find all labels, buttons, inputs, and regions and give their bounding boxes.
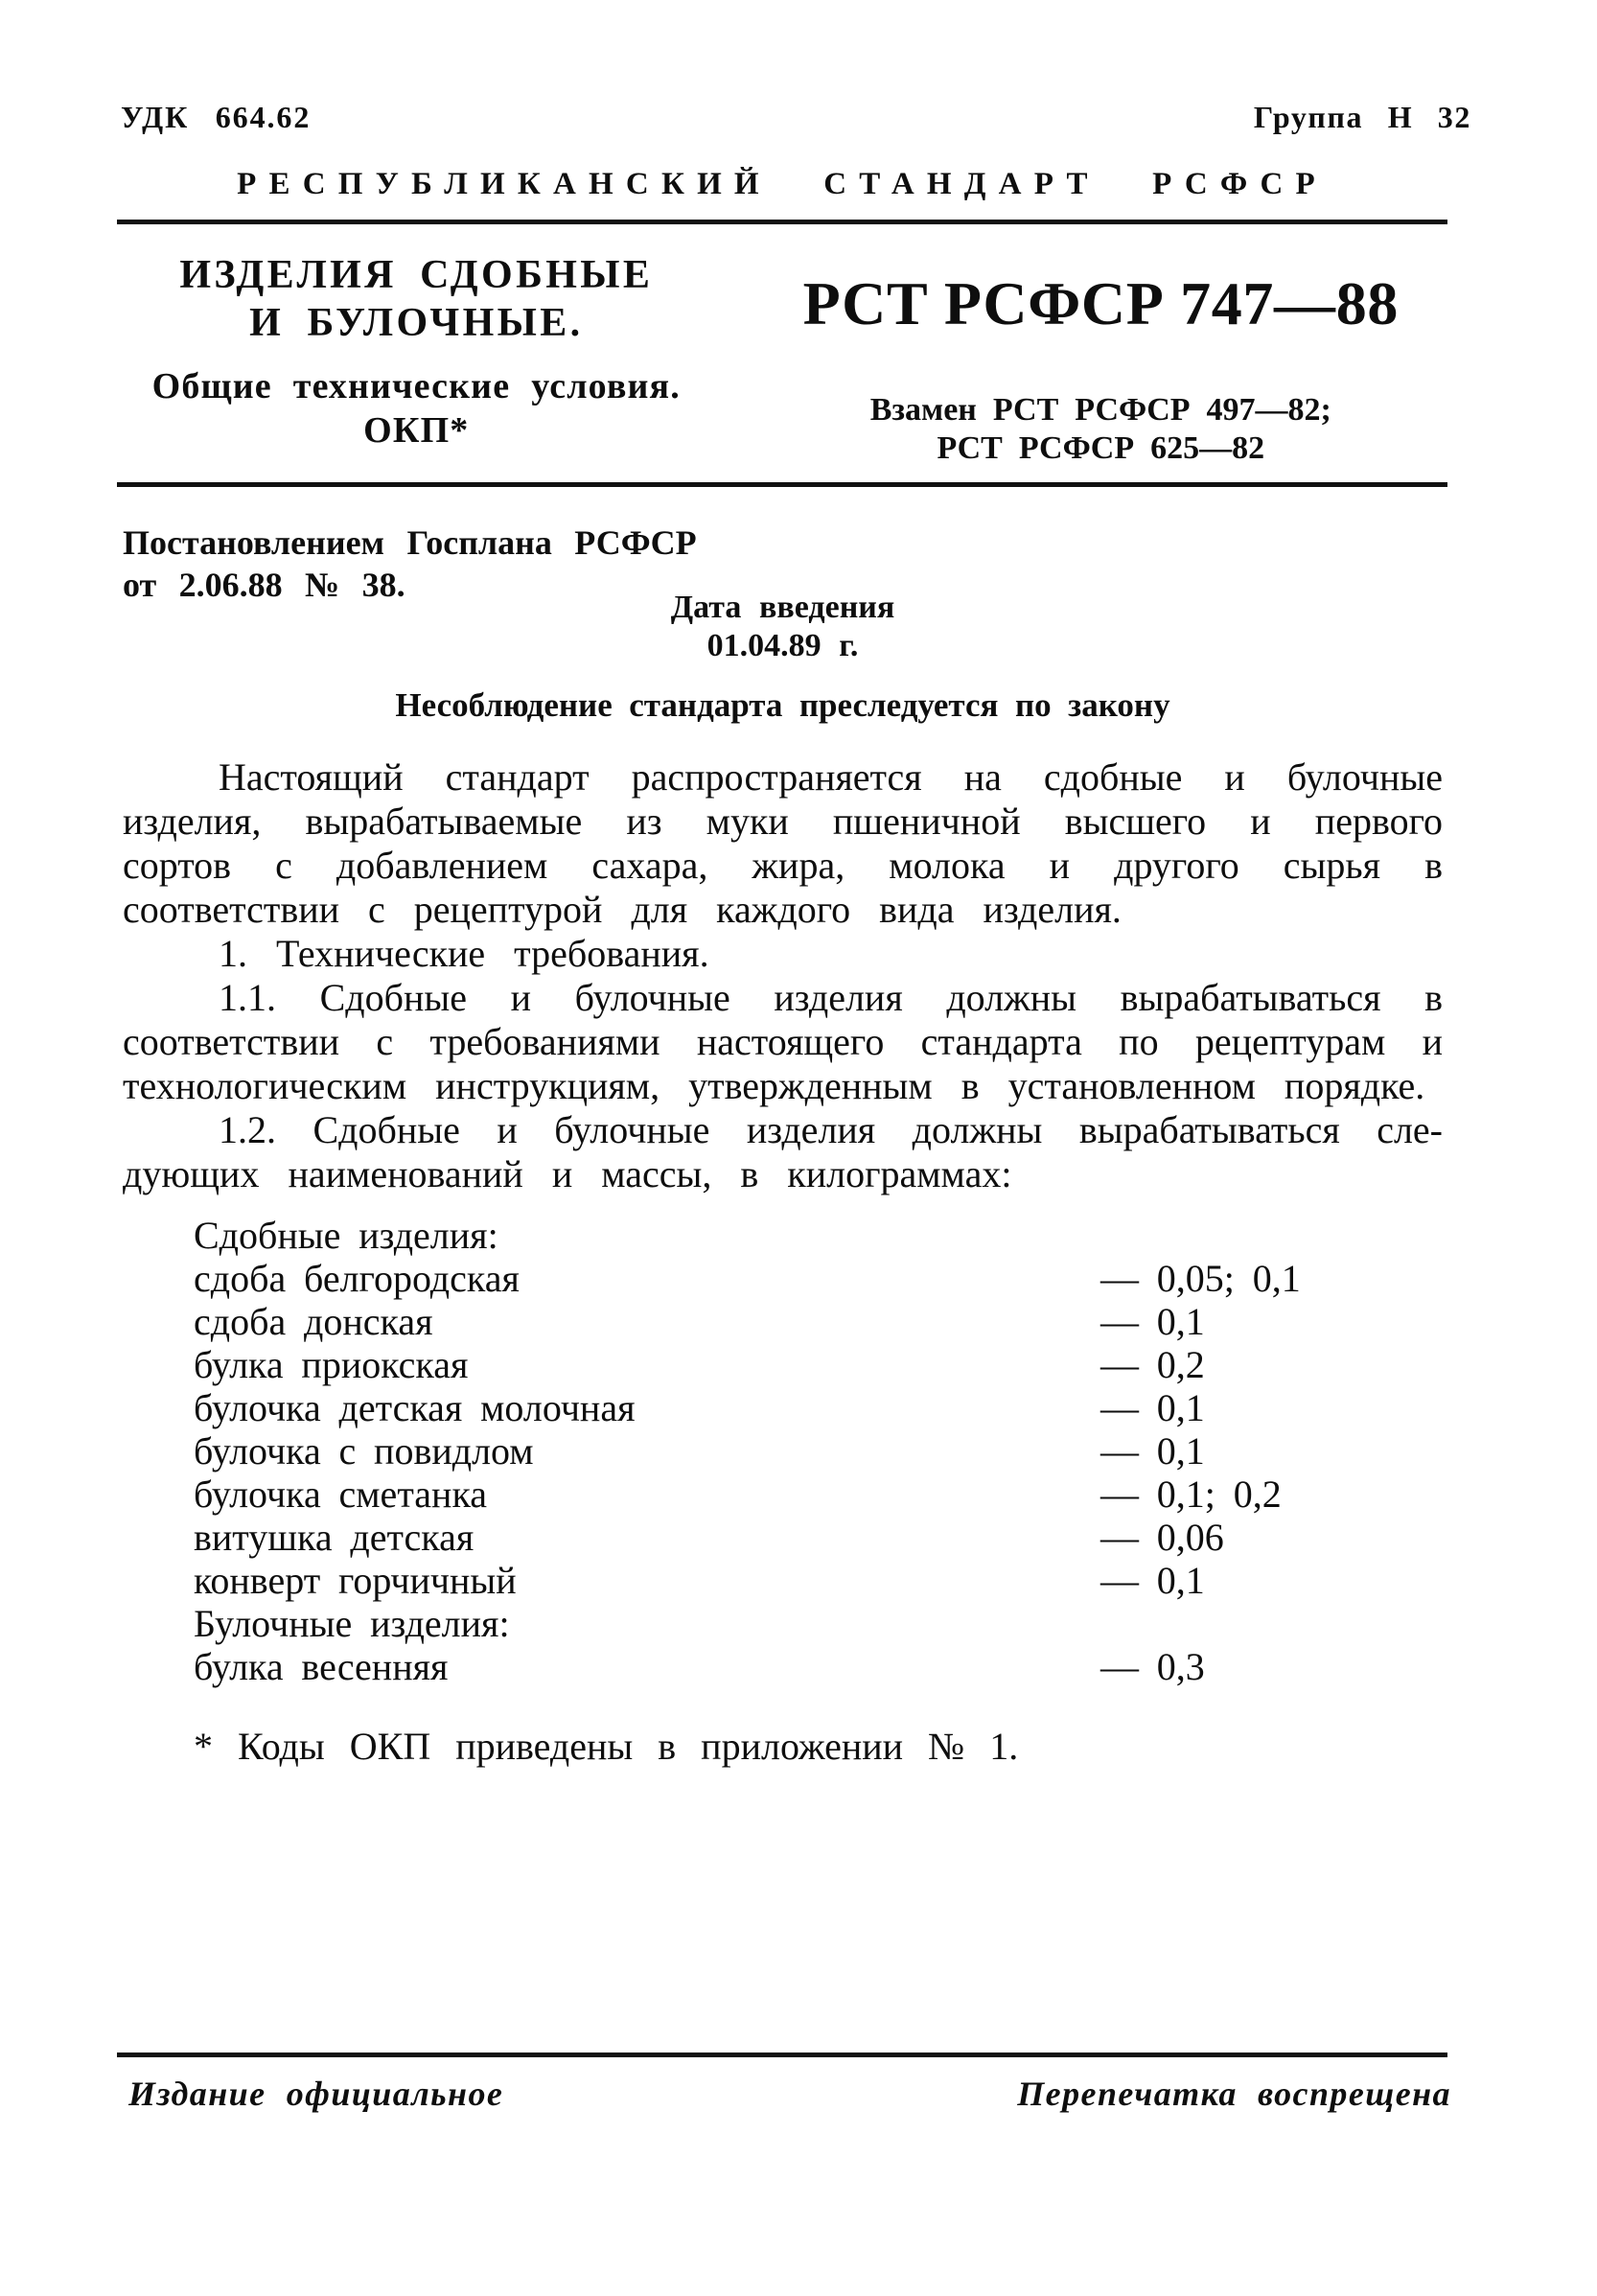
product-name: сдоба донская	[194, 1300, 433, 1343]
introduction-date-value: 01.04.89 г.	[706, 628, 859, 663]
product-weight: — 0,1	[1100, 1559, 1205, 1602]
document-body	[123, 755, 1443, 1769]
product-row	[194, 1300, 1443, 1343]
document-subtitle-line1: Общие технические условия.	[151, 366, 681, 406]
document-header	[121, 100, 1471, 135]
introduction-date-label: Дата введения	[670, 590, 895, 625]
approval-authority: Постановлением Госплана РСФСР	[123, 523, 697, 562]
product-row	[194, 1257, 1443, 1300]
product-name: Булочные изделия:	[194, 1602, 510, 1645]
product-weight	[1100, 1602, 1443, 1645]
product-name: сдоба белгородская	[194, 1257, 520, 1300]
product-weight	[1100, 1214, 1443, 1257]
product-row	[194, 1559, 1443, 1602]
udk-code: УДК 664.62	[121, 100, 312, 134]
divider-middle	[117, 482, 1447, 487]
document-footer	[128, 2074, 1451, 2114]
product-weight: — 0,05; 0,1	[1100, 1257, 1301, 1300]
product-weight: — 0,1	[1100, 1429, 1205, 1473]
standard-type-heading: РЕСПУБЛИКАНСКИЙ СТАНДАРТ РСФСР	[237, 167, 1328, 201]
product-weight: — 0,1; 0,2	[1100, 1473, 1282, 1516]
divider-top	[117, 220, 1447, 224]
document-title-line1: ИЗДЕЛИЯ СДОБНЫЕ	[179, 253, 654, 297]
approval-block	[123, 522, 1443, 752]
product-name: булка весенняя	[194, 1645, 449, 1688]
official-edition-label: Издание официальное	[128, 2075, 504, 2113]
product-name: конверт горчичный	[194, 1559, 517, 1602]
title-left-column	[117, 251, 716, 468]
product-row	[194, 1386, 1443, 1429]
title-block	[117, 251, 1447, 468]
product-weight: — 0,1	[1100, 1386, 1205, 1429]
replaces-line1: Взамен РСТ РСФСР 497—82;	[869, 392, 1331, 428]
product-list	[194, 1214, 1443, 1688]
standard-designation: РСТ РСФСР 747—88	[802, 269, 1399, 337]
product-name: витушка детская	[194, 1516, 474, 1559]
product-row	[194, 1516, 1443, 1559]
product-name: булочка детская молочная	[194, 1386, 636, 1429]
replaces-line2: РСТ РСФСР 625—82	[937, 430, 1265, 466]
product-name: Сдобные изделия:	[194, 1214, 498, 1257]
divider-bottom	[117, 2052, 1447, 2057]
product-name: булочка сметанка	[194, 1473, 488, 1516]
approval-date-number: от 2.06.88 № 38.	[123, 566, 405, 604]
product-row	[194, 1645, 1443, 1688]
group-code: Группа Н 32	[1253, 100, 1471, 134]
reprint-prohibited-label: Перепечатка воспрещена	[1017, 2075, 1451, 2113]
product-row	[194, 1343, 1443, 1386]
paragraph-scope: Настоящий стандарт распространяется на сдобные и булочные изделия, вырабатываемые из муки пшеничной высшего и первого сортов с добавлением сахара, жира, молока и другого сырья в соответствии с рецептурой для каждого вида изделия.	[123, 755, 1443, 931]
paragraph-section-1: 1. Технические требования.	[219, 932, 709, 975]
title-right-column	[716, 251, 1447, 468]
product-weight: — 0,1	[1100, 1300, 1205, 1343]
product-name: булочка с повидлом	[194, 1429, 534, 1473]
product-name: булка приокская	[194, 1343, 469, 1386]
legal-notice: Несоблюдение стандарта преследуется по закону	[395, 686, 1170, 724]
product-row	[194, 1429, 1443, 1473]
okp-footnote: * Коды ОКП приведены в приложении № 1.	[194, 1725, 1019, 1768]
product-row	[194, 1602, 1443, 1645]
paragraph-1-2: 1.2. Сдобные и булочные изделия должны вырабатываться сле-дующих наименований и массы, в килограммах:	[123, 1108, 1443, 1195]
product-row	[194, 1214, 1443, 1257]
document-title-line2: И БУЛОЧНЫЕ.	[249, 301, 584, 345]
product-weight: — 0,2	[1100, 1343, 1205, 1386]
document-subtitle-line2: ОКП*	[363, 410, 470, 451]
product-weight: — 0,06	[1100, 1516, 1224, 1559]
paragraph-1-1: 1.1. Сдобные и булочные изделия должны вырабатываться в соответствии с требованиями настоящего стандарта по рецептурам и технологическим инструкциям, утвержденным в установленном порядке.	[123, 976, 1443, 1107]
product-row	[194, 1473, 1443, 1516]
product-weight: — 0,3	[1100, 1645, 1205, 1688]
introduction-date-block	[123, 589, 1443, 665]
